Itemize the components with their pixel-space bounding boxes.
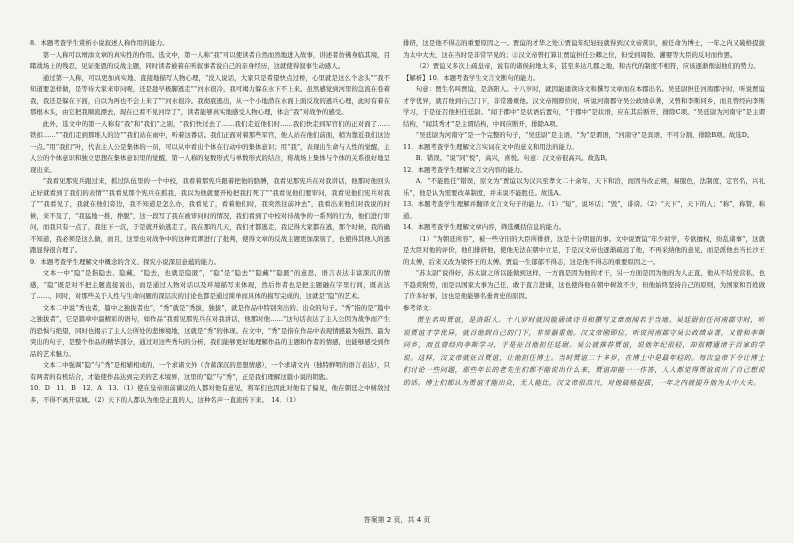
paragraph: 此外，选文中的第一人称有“我”和“我们”之别，“我们快过去了……我们走近他们时……我们快走到军官们的正对面了……铁扣……”“我们走到那堆人的边”“我们站在雨中，听着这番话。我们正面对着那些军官，他人站在他们前面，稍为靠近我们这边一点。”用“我们”叶，代表主人公是集体的一员，可以从中看出个体在行动中的集体意识；用“我”，表现出生命与人性的觉醒，主人公的个体意识和独立思想在集体意识里的觉醒，第一人称的复数形式与单数形式的结合，将战场上集体与个体的关系很好地呈现出来。 — [30, 119, 390, 174]
paragraph: 8．本题考查学生赏析小说叙述人称作用的能力。 — [30, 39, 169, 47]
paragraph: 排挤，这是他不得志的重要原因之一。贾谊的才华之处①贾谊年纪轻轻就得到汉文帝赏识，被任命为博士，一年之内又破格提拔为太中大夫，这在当时是非常罕见的；②汉文帝曾打算让贾谊担任公卿之位，但受到周勃、灌婴等大臣的反对而作罢。 — [403, 39, 765, 59]
paragraph: B．错误。“说”同“悦”，高兴，喜悦。句意：汉文帝很高兴。故选B。 — [415, 154, 612, 162]
paragraph: 11．本题考查学生理解文言实词在文中的意义和用法的能力。 — [403, 142, 578, 151]
paragraph: 句意：贾生名叫贾谊，是洛阳人。十八岁时，就因能诵读诗文和撰写文章而在本郡出名。吴廷尉担任河南郡守时，听说贾谊才学优异，就召他到自己门下，非常器重他。汉文帝刚即位时，听说河南郡守吴公政绩卓著，又曾和李斯同乡，而且曾经向李斯学习，于是征召他担任廷尉。“闻于郡中”是状语后置句，“于郡中”是状语，应在其后断开，排除C项。“吴廷尉为河南守”是主谓结构，“闻其秀才”是主谓结构，中间应断开，排除A项。 — [403, 85, 765, 128]
paragraph: A．“不能胜任”错误，原文为“贾谊以为汉兴至孝文二十余年，天下和洽，而固当改正朔，易服色，法制度，定官名，兴礼乐”，他是认为需要改革制度，并未说不能胜任。故选A。 — [403, 177, 765, 197]
paragraph: “我看见那宪兵跟过来，抓过队伍里的一个中校，我看着那宪兵跟着把他的胳膊，我看见那宪兵在对我讲话，他那时他回头正好就看到了我们的表情”“我看见那个宪兵在抓我，我以为他就要开枪把我打死了”“我看见他们要审问，我看见他们宪兵对我了”“我看见了，我就在他们旁边，我不知道是怎么办，我看见了，看着他们时，我突然往前冲去”，我看出来他们对我说的时候，来不及了，“我猛地一推，挣脱”，这一段写了我在被审问时的情况，我们看到了中校对待战争的一系列的行为，他们进行审问，而我只有一点了，我往下一沉，于是就开始逃走了，我在那的几天，我们才都逃走，我记得大家都在逃，那个时候，我的确不知道，我必须是这么做，而且，这里也对战争中的这种荒谬进行了批判，使得文章的反战主题更加深刻了，也使得其他人的逃跑显得很合理了。 — [30, 177, 390, 254]
paragraph: （1）“为朝廷所容”，被一些守旧的大臣所排挤，这是十分明显的事。文中说贾谊“年少初学，专欲擅权，纷乱诸事”，这就是大臣对他的评价，他们排挤他，使他无法在朝中立足，于是汉文帝也逐渐疏远了他，不再采纳他的意见，而是派他去当长沙王的太傅，后来又改为梁怀王的太傅。贾谊一生郁郁不得志，这是他不得志的重要原因之一。 — [403, 234, 765, 266]
paragraph: 文本一中“隐”是指隐去、隐藏，“隐去，也就是隐匿”，“隐”是“隐去”“隐藏”“隐匿”的意思，语言表达丰富深沉的情感，“隐”既是对不把主题直接说出，而是通过人物对话以及环境描写来体现，然后作者也是把主题融在字里行间，既表达了……，同时，对那些关于人性与生命问题的深层次的讨论也都是通过简单而具体的描写完成的，这就是“隐”的艺术。 — [30, 269, 390, 300]
paragraph: 10．D 11．B 12．A 13．（1）使在皇帝面前谏议的人都对他有意见，将军们也因此对他有了偏见，他在朝廷之中树敌过多，不得不离开京城。（2）天下的人都认为他是正直的人，这种名声一直流传下来。 14．（1） — [30, 384, 390, 404]
page-footer: 答案第 2 页，共 4 页 — [363, 516, 431, 524]
paragraph: 【解析】10．本题考查学生文言文断句的能力。 — [403, 73, 540, 82]
left-column — [30, 38, 390, 508]
paragraph: 文本二中说“秀也者，篇中之独拔者也”，“秀”就是“秀拔，独拔”，就是作品中特别突出的、出众的句子。“秀”指的是“篇中之独拔者”，它是篇章中最精彩的语句，如作品“我看见那宪兵在对我讲话，他那时他……”这句话表达了主人公因为战争而产生的恐惧与绝望，同时也揭示了主人公所处的悲惨境地，这就是“秀”的体现。在文中，“秀”是指在作品中表现情感最为强烈、最为突出的句子，是整个作品的精华部分，通过对这些秀句的分析，我们能够更好地理解作品的主题和作者的情感，也能够感受到作品的艺术魅力。 — [30, 303, 390, 358]
paragraph: “吴廷尉为河南守”是一个完整的句子，“吴廷尉”是主语，“为”是谓语，“河南守”是宾语，不可分割，排除B项。故选D。 — [415, 131, 754, 139]
reference-translation-heading: 参考译文： — [403, 303, 436, 312]
paragraph: 第一人称可以增添文章的真实性的作用。选文中，第一人称“我”可以使读者自然而然地进入故事，讲述者仿佛身临其境，目睹战场上的残忍，见证张恩的反战主题，同时读者被着在听叙事者说自己的亲身经历，这就使得叙事生动感人。 — [30, 50, 390, 70]
paragraph: “苏太尉”说得好，苏太尉之所以能做到这样，一方面是因为他的才干，另一方面是因为他的为人正直，他从不结党营私，也不趋炎附势，而是以国家大事为己任，敢于直言进谏，这也使得他在朝中树敌不少，但他始终坚持自己的原则，为国家和百姓做了许多好事，这也是他能够名垂青史的原因。 — [403, 269, 765, 300]
paragraph: 13．本题考查学生理解并翻译文言文句子的能力。（1）“短”，说坏话；“毁”，诽谤。（2）“天下”，天下的人；“称”，称赞，称道。 — [403, 200, 765, 220]
paragraph: 14．本题考查学生理解文章内容，筛选概括信息的能力。 — [403, 223, 566, 231]
paragraph: 通过第一人称，可以更加真实地、直接地描写人物心理，“没人说话，大家只是希望快点过桥，心里就是这么个念头”“我不知道要怎样做，是等待大家来审问呢，还是趁早极脚逃走”“河水很冷，我可竭力躲在水下不上来。虽然感觉到河里的急流在卷着我，我还是躲在下面，自以为再也不会上来了”“河水很冷。我彻底逃出，从一个小地潜在水面上面反攻的逃兵心理，此时有着在那根木头，由它把我顺流漂去，现在已看不见河岸了”，读者能够真实地感受人物心理，体会“我”对战争的感受。 — [30, 73, 390, 116]
paragraph: 9．本题考查学生理解文中概念的含义、探究小说深层意蕴的能力。 — [30, 257, 220, 266]
reference-translation: 贾生名叫贾谊，是洛阳人。十八岁时就因能诵读诗书和撰写文章而闻名于当地。吴廷尉担任河南郡守时，听说贾谊才学优异，就召他到自己的门下，非常器重他。汉文帝刚即位，听说河南郡守吴公政绩卓著，又曾和李斯同乡，而且曾经向李斯学习，于是征召他担任廷尉。吴公就推荐贾谊，说他年纪很轻，却很精通诸子百家的学说。这样，汉文帝就征召贾谊，让他担任博士。当时贾谊二十多岁，在博士中是最年轻的。每次皇帝下令让博士们讨论一些问题，那些年长的老先生们都不能说出什么来，贾谊却能一一作答，人人都觉得贾谊说出了自己想说的话。博士们都认为贾谊才能出众，无人能比。汉文帝很高兴，对他破格提拔，一年之内就提升他为太中大夫。 — [403, 316, 765, 387]
paragraph: 12．本题考查学生理解文言文内容的能力。 — [403, 165, 527, 174]
right-column — [403, 38, 765, 508]
paragraph: （2）贾谊又多次上疏皇帝，说有的诸侯封地太多，甚至多达几郡之地，和古代的制度不相符，应该逐渐削弱他们的势力。 — [415, 62, 760, 70]
paragraph: 文本二中强调“隐”与“秀”是相辅相成的，一个求诸文外（含蓄深沉的思想情感），一个求诸文内（独特鲜明的语言表达），只有两者的有机结合，才能使作品达到完美的艺术境界，这里的“隐”与“秀”，正是我们理解这篇小说的钥匙。 — [30, 361, 390, 381]
